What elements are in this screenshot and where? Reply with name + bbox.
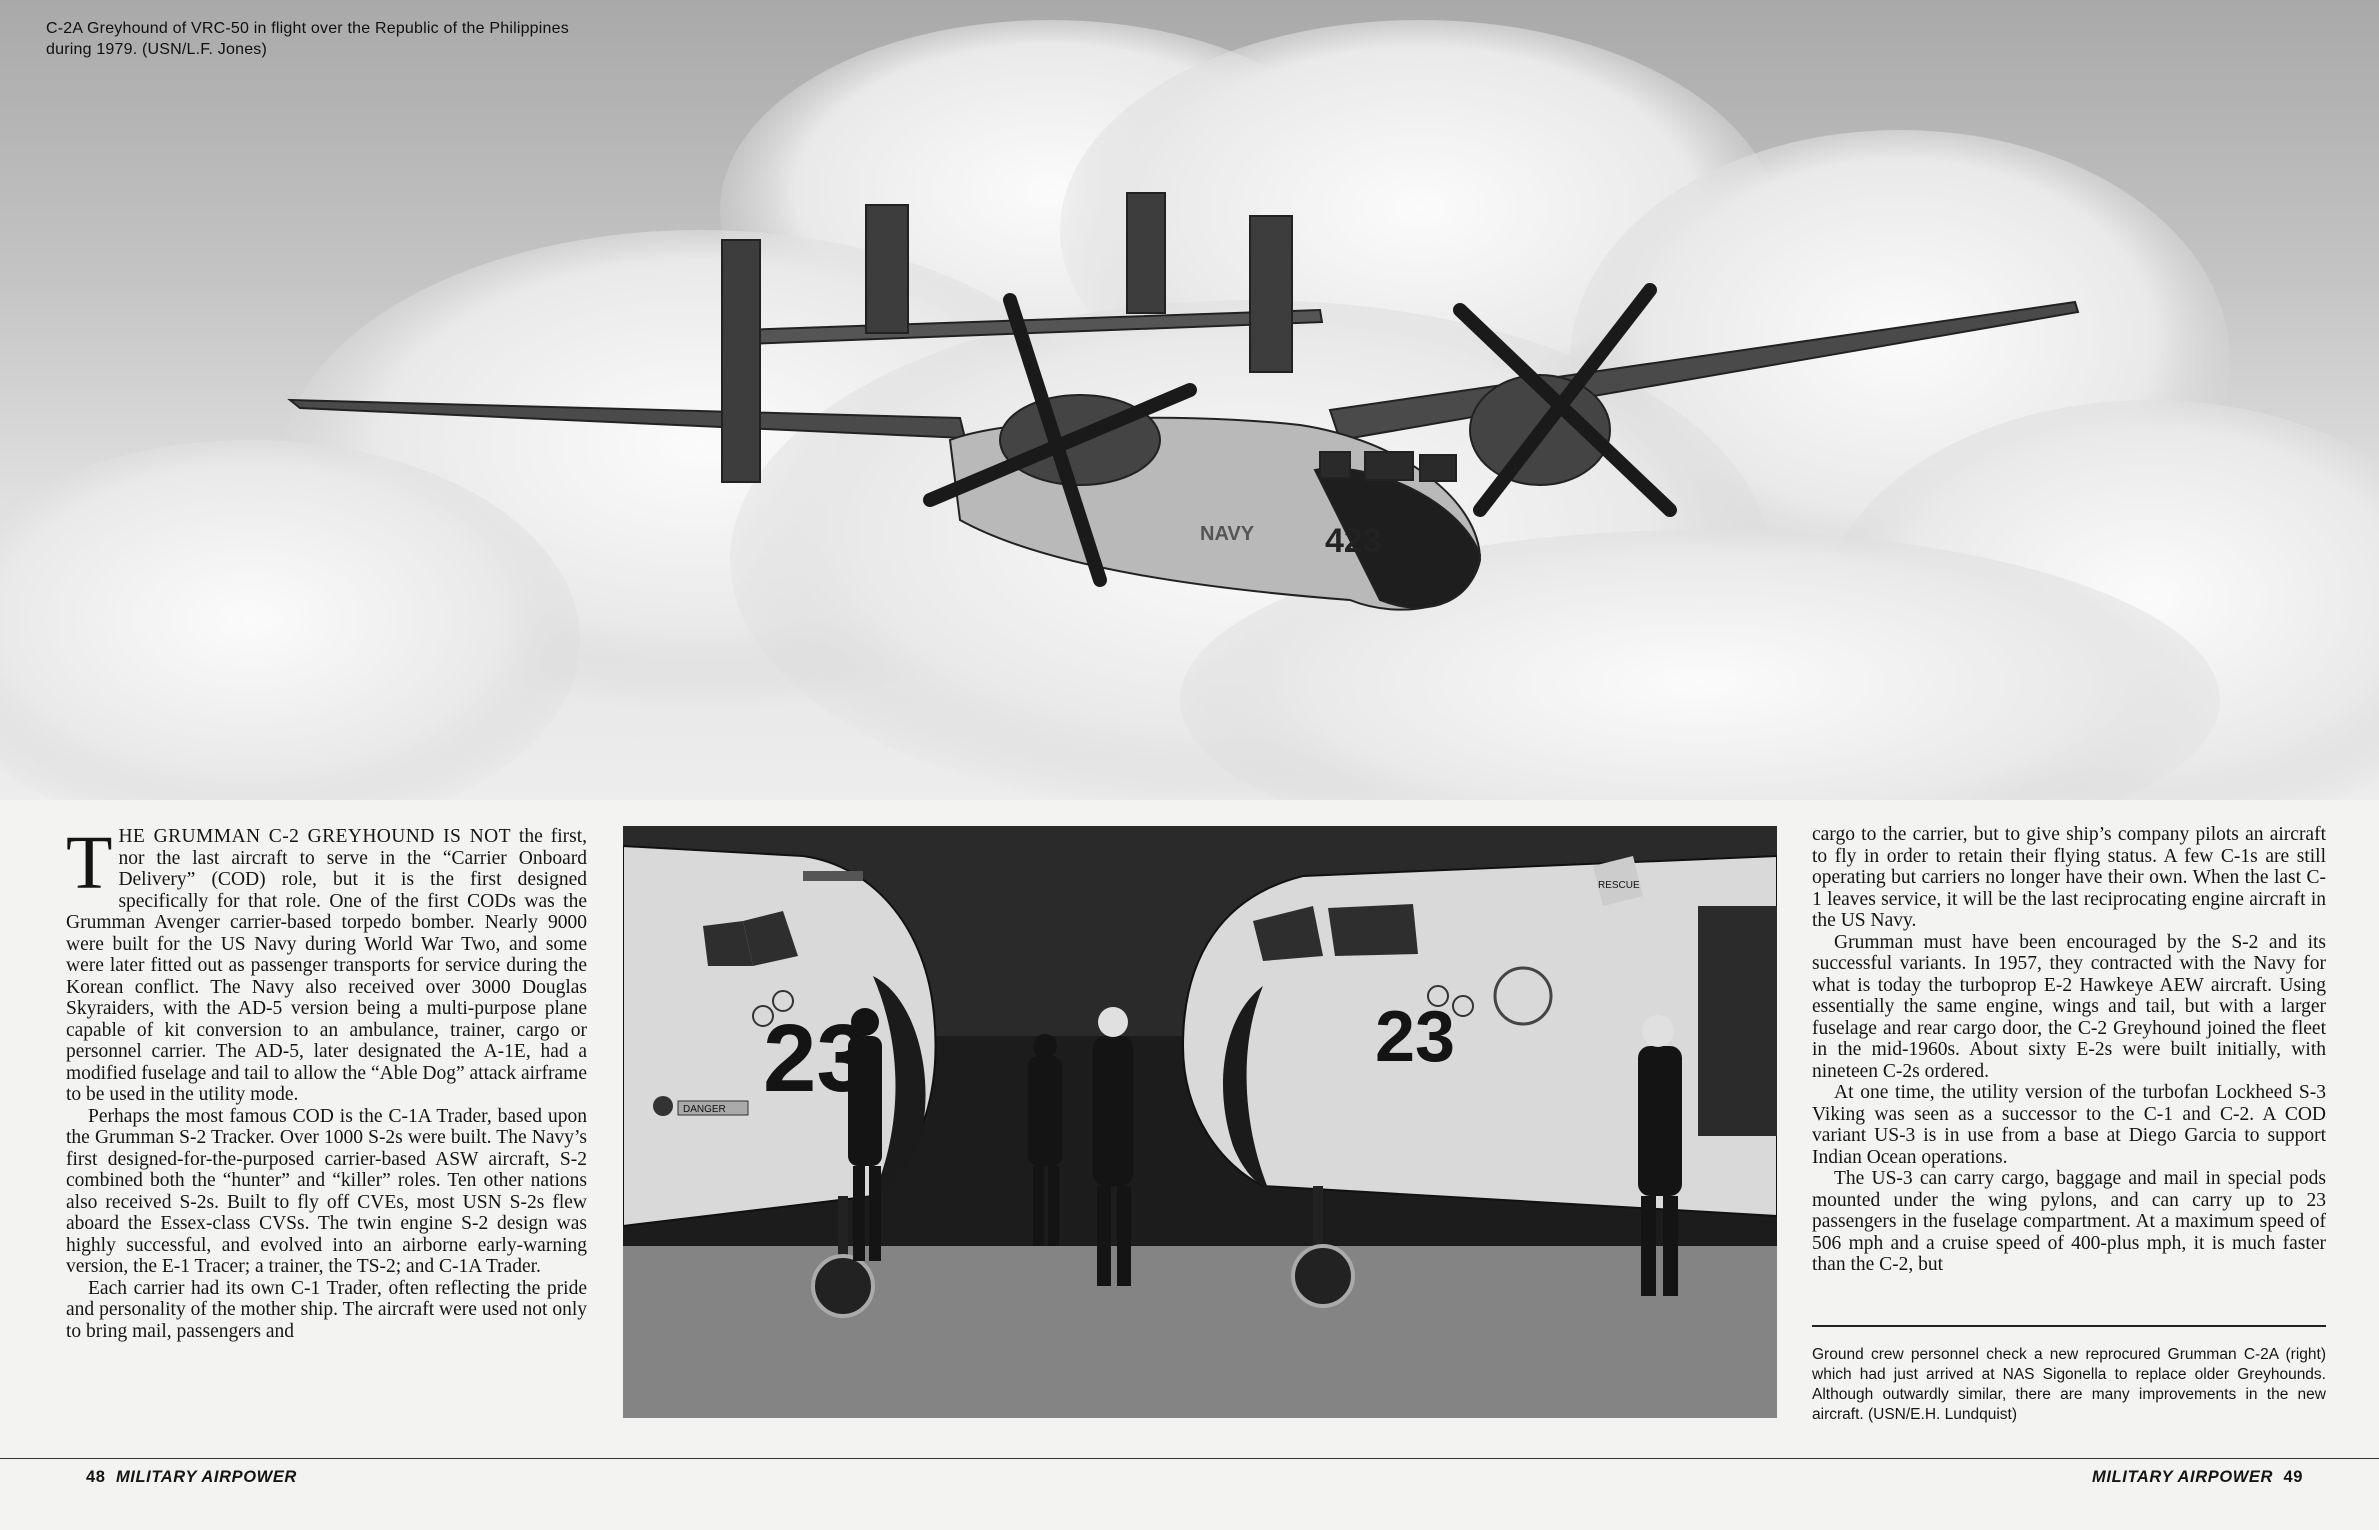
hero-caption: C-2A Greyhound of VRC-50 in flight over the Republic of the Philippines during 1979. (USN/L.F. Jones): [46, 20, 569, 58]
caption-rule: [1812, 1325, 2326, 1327]
article-column-1: [66, 821, 587, 1342]
article-paragraph-4: cargo to the carrier, but to give ship’s company pilots an aircraft to fly in order to retain their flying status. A few C-1s are still operating but carriers no longer have their own. When the last C-1 leaves service, it will be the last reciprocating engine aircraft in the US Navy.: [1812, 824, 2326, 931]
footer-right: [2092, 1468, 2303, 1487]
hangar-photo: [623, 826, 1777, 1418]
article-paragraph-5: Grumman must have been encouraged by the S-2 and its successful variants. In 1957, they contracted with the Navy for what is today the turboprop E-2 Hawkeye AEW aircraft. Using essentially the same engine, wings and tail, but with a larger fuselage and rear cargo door, the C-2 Greyhound joined the fleet in the mid-1960s. About sixty E-2s were built initially, with nineteen C-2s ordered.: [1812, 931, 2326, 1082]
magazine-title-right: MILITARY AIRPOWER: [2092, 1468, 2274, 1486]
article-paragraph-1: [66, 821, 587, 1106]
article-paragraph-2: Perhaps the most famous COD is the C-1A Trader, based upon the Grumman S-2 Tracker. Over 1000 S-2s were built. The Navy’s first designed-for-the-purposed carrier-based ASW aircraft, S-2 combined both the “hunter” and “killer” roles. Ten other nations also received S-2s. Built to fly off CVEs, most USN S-2s flew aboard the Essex-class CVSs. The twin engine S-2 design was highly successful, and evolved into an airborne early-warning version, the E-1 Tracer; a trainer, the TS-2; and C-1A Trader.: [66, 1105, 587, 1277]
article-paragraph-6: At one time, the utility version of the turbofan Lockheed S-3 Viking was seen as a successor to the C-1 and C-2. A COD variant US-3 is in use from a base at Diego Garcia to support Indian Ocean operations.: [1812, 1082, 2326, 1168]
footer-rule: [0, 1458, 2379, 1459]
rescue-label: RESCUE: [1598, 880, 1640, 891]
right-aircraft-number: 23: [1375, 997, 1456, 1077]
hangar-scene-illustration: [623, 826, 1777, 1418]
left-aircraft-number: 23: [763, 1005, 870, 1112]
drop-cap: T: [66, 821, 113, 905]
page-number-left: 48: [86, 1468, 106, 1486]
article-paragraph-3: Each carrier had its own C-1 Trader, often reflecting the pride and personality of the mother ship. The aircraft were used not only to bring mail, passengers and: [66, 1277, 587, 1342]
footer-left: [86, 1468, 297, 1487]
lead-caps: HE GRUMMAN C-2 GREYHOUND IS NOT: [118, 826, 511, 847]
page-number-right: 49: [2283, 1468, 2303, 1486]
danger-label: DANGER: [683, 1104, 726, 1115]
article-column-3: [1812, 824, 2326, 1276]
paragraph-1-text: the first, nor the last aircraft to serve in the “Carrier Onboard Delivery” (COD) role, but it is the first designed specifically for that role. One of the first CODs was the Grumman Avenger carrier-based torpedo bomber. Nearly 9000 were built for the US Navy during World War Two, and some were later fitted out as passenger transports for service during the Korean conflict. The Navy also received over 3000 Douglas Skyraiders, with the AD-5 version being a multi-purpose plane capable of kit conversion to an ambulance, trainer, cargo or personnel carrier. The AD-5, later designated the A-1E, had a modified fuselage and tail to allow the “Able Dog” attack airframe to be used in the utility mode.: [66, 826, 587, 1105]
magazine-title-left: MILITARY AIRPOWER: [115, 1468, 297, 1486]
fuselage-text: NAVY: [1200, 523, 1255, 545]
aircraft-number: 423: [1325, 522, 1382, 560]
article-paragraph-7: The US-3 can carry cargo, baggage and mail in special pods mounted under the wing pylons, and can carry up to 23 passengers in the fuselage compartment. At a maximum speed of 506 mph and a cruise speed of 400-plus mph, it is much faster than the C-2, but: [1812, 1168, 2326, 1275]
hangar-photo-caption: Ground crew personnel check a new reprocured Grumman C-2A (right) which had just arrived at NAS Sigonella to replace older Greyhounds. Although outwardly similar, there are many improvements in the new aircraft. (USN/E.H. Lundquist): [1812, 1346, 2326, 1423]
